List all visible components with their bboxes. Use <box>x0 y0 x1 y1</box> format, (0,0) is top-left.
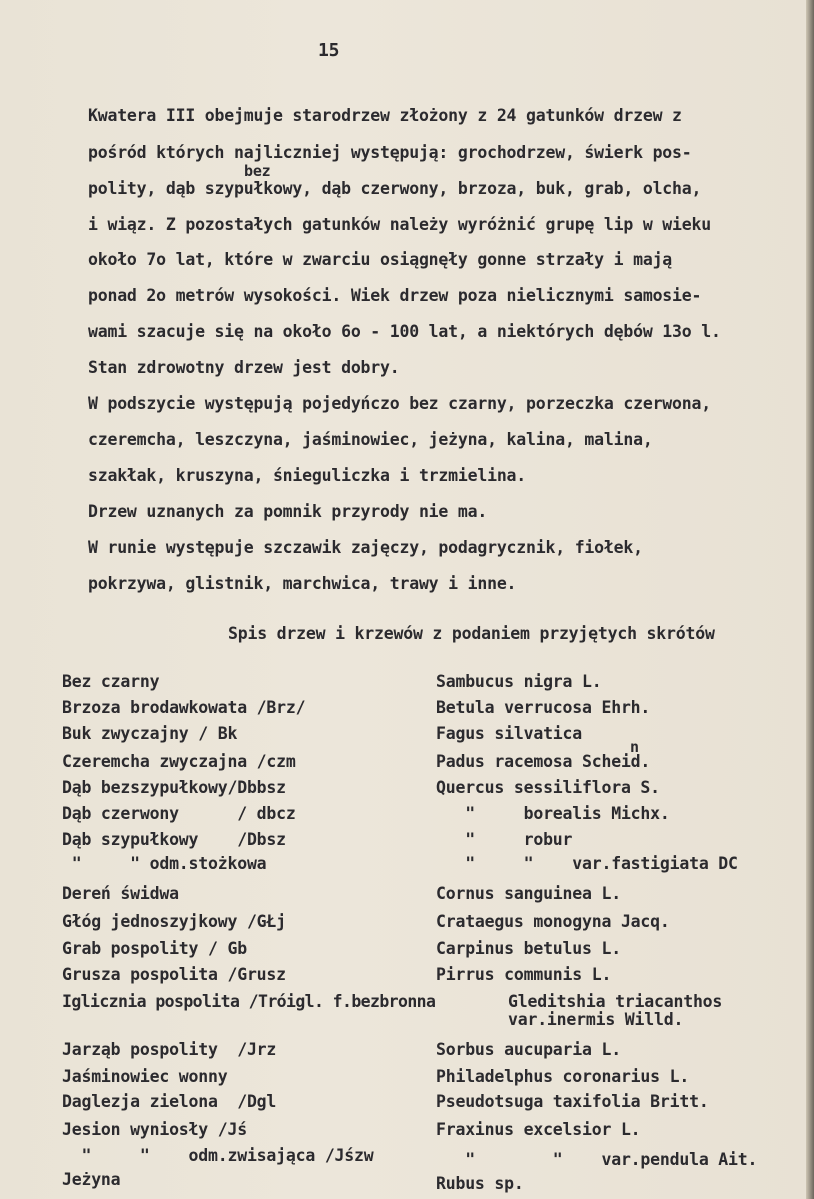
species-polish-name: Bez czarny <box>62 672 160 691</box>
species-latin-name: Fagus silvatica <box>436 724 583 743</box>
species-latin-name: " robur <box>436 830 573 849</box>
species-polish-name: Dąb bezszypułkowy/Dbbsz <box>62 778 286 797</box>
species-latin-name: Quercus sessiliflora S. <box>436 778 660 797</box>
species-polish-name: Jaśminowiec wonny <box>62 1067 228 1086</box>
species-polish-name: " " odm.stożkowa <box>62 854 267 873</box>
species-polish-name: " " odm.zwisająca /Jśzw <box>62 1146 374 1165</box>
species-latin-name: Fraxinus excelsior L. <box>436 1120 641 1139</box>
paragraph-line: wami szacuje się na około 6o - 100 lat, a niektórych dębów 13o l. <box>88 322 721 341</box>
species-latin-name: Philadelphus coronarius L. <box>436 1067 690 1086</box>
species-latin-name: Betula verrucosa Ehrh. <box>436 698 651 717</box>
species-latin-name: Pirrus communis L. <box>436 965 612 984</box>
paragraph-line: czeremcha, leszczyna, jaśminowiec, jeżyna, kalina, malina, <box>88 430 653 449</box>
species-latin-name: Carpinus betulus L. <box>436 939 621 958</box>
paragraph-line: i wiąz. Z pozostałych gatunków należy wyróżnić grupę lip w wieku <box>88 215 711 234</box>
species-polish-name: Dąb szypułkowy /Dbsz <box>62 830 286 849</box>
scheid-superscript: n <box>630 738 639 756</box>
page-edge-shadow <box>806 0 814 1199</box>
species-latin-name: " " var.fastigiata DC <box>436 854 738 873</box>
paragraph-line: polity, dąb szypułkowy, dąb czerwony, brzoza, buk, grab, olcha, <box>88 179 702 198</box>
species-polish-name: Grusza pospolita /Grusz <box>62 965 286 984</box>
species-polish-name: Jesion wyniosły /Jś <box>62 1120 247 1139</box>
species-polish-name: Głóg jednoszyjkowy /GŁj <box>62 912 286 931</box>
paragraph-line: Kwatera III obejmuje starodrzew złożony z 24 gatunków drzew z <box>88 106 682 125</box>
paragraph-line: szakłak, kruszyna, śnieguliczka i trzmielina. <box>88 466 527 485</box>
paragraph-line: pokrzywa, glistnik, marchwica, trawy i inne. <box>88 574 517 593</box>
paragraph-line: ponad 2o metrów wysokości. Wiek drzew poza nielicznymi samosie- <box>88 286 702 305</box>
paragraph-line: Stan zdrowotny drzew jest dobry. <box>88 358 400 377</box>
species-polish-name: Dereń świdwa <box>62 884 179 903</box>
species-polish-name: Jarząb pospolity /Jrz <box>62 1040 277 1059</box>
species-latin-name: Sambucus nigra L. <box>436 672 602 691</box>
paragraph-line: około 7o lat, które w zwarciu osiągnęły gonne strzały i mają <box>88 250 673 269</box>
species-polish-name: Dąb czerwony / dbcz <box>62 804 296 823</box>
paragraph-line: Drzew uznanych za pomnik przyrody nie ma. <box>88 502 488 521</box>
species-polish-name: Buk zwyczajny / Bk <box>62 724 238 743</box>
paragraph-line: W podszycie występują pojedyńczo bez czarny, porzeczka czerwona, <box>88 394 711 413</box>
species-latin-name: " borealis Michx. <box>436 804 670 823</box>
species-latin-name: Gleditshia triacanthos <box>508 992 723 1011</box>
species-latin-name: Sorbus aucuparia L. <box>436 1040 621 1059</box>
species-latin-name: Cornus sanguinea L. <box>436 884 621 903</box>
species-polish-name: Czeremcha zwyczajna /czm <box>62 752 296 771</box>
species-latin-name: Pseudotsuga taxifolia Britt. <box>436 1092 709 1111</box>
species-latin-name: Rubus sp. <box>436 1174 524 1193</box>
species-polish-name: Brzoza brodawkowata /Brz/ <box>62 698 306 717</box>
species-polish-name: Iglicznia pospolita /Tróigl. f.bezbronna <box>62 992 436 1011</box>
species-latin-name: Padus racemosa Scheid. <box>436 752 651 771</box>
species-polish-name: Grab pospolity / Gb <box>62 939 247 958</box>
inserted-word-bez: bez <box>244 162 271 180</box>
species-latin-name: " " var.pendula Ait. <box>436 1150 758 1169</box>
paragraph-line: pośród których najliczniej występują: grochodrzew, świerk pos- <box>88 143 692 162</box>
species-polish-name: Jeżyna <box>62 1170 121 1189</box>
paragraph-line: W runie występuje szczawik zajęczy, podagrycznik, fiołek, <box>88 538 643 557</box>
species-latin-subline: var.inermis Willd. <box>508 1010 684 1029</box>
species-latin-name: Crataegus monogyna Jacq. <box>436 912 670 931</box>
page-number: 15 <box>318 40 340 61</box>
species-polish-name: Daglezja zielona /Dgl <box>62 1092 277 1111</box>
species-list-heading: Spis drzew i krzewów z podaniem przyjętych skrótów <box>228 624 715 643</box>
